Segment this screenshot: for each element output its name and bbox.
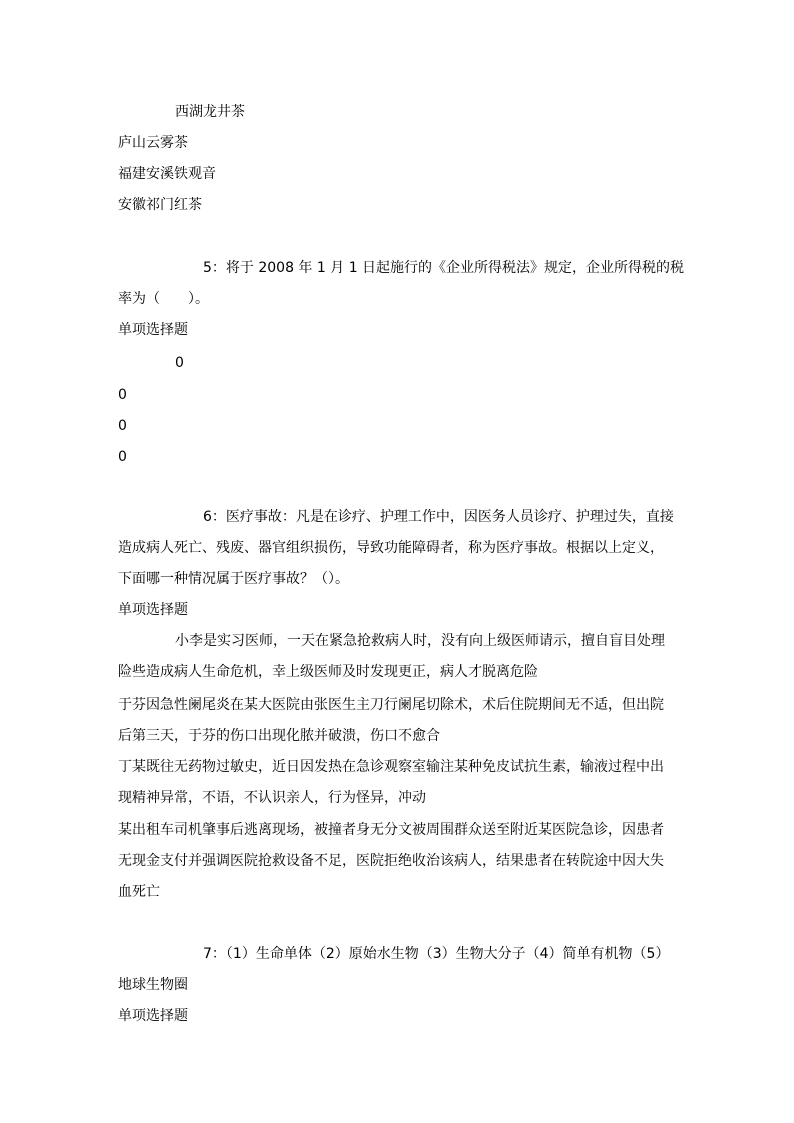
- q6-option-line: 无现金支付并强调医院抢救设备不足，医院拒绝收治该病人，结果患者在转院途中因大失: [118, 853, 664, 869]
- q5-option: 0: [175, 355, 184, 371]
- q4-option-2: 庐山云雾茶: [118, 135, 188, 151]
- q6-question-line: 造成病人死亡、残废、器官组织损伤，导致功能障碍者，称为医疗事故。根据以上定义，: [118, 540, 664, 556]
- q4-option-4: 安徽祁门红茶: [118, 197, 202, 213]
- q7-question-line: 7：（1）生命单体（2）原始水生物（3）生物大分子（4）简单有机物（5）: [203, 946, 670, 962]
- q6-question-line: 下面哪一种情况属于医疗事故？（）。: [118, 571, 349, 587]
- q6-option-line: 某出租车司机肇事后逃离现场，被撞者身无分文被周围群众送至附近某医院急诊，因患者: [118, 822, 664, 838]
- q6-question-line: 6：医疗事故：凡是在诊疗、护理工作中，因医务人员诊疗、护理过失，直接: [203, 509, 674, 525]
- q5-type: 单项选择题: [118, 322, 188, 338]
- q6-type: 单项选择题: [118, 602, 188, 618]
- q6-option-line: 险些造成病人生命危机，幸上级医师及时发现更正，病人才脱离危险: [118, 664, 538, 680]
- q6-option-line: 于芬因急性阑尾炎在某大医院由张医生主刀行阑尾切除术，术后住院期间无不适，但出院: [118, 697, 664, 713]
- q4-option-3: 福建安溪铁观音: [118, 166, 216, 182]
- q5-option: 0: [118, 387, 127, 403]
- q5-option: 0: [118, 418, 127, 434]
- q6-option-line: 丁某既往无药物过敏史，近日因发热在急诊观察室输注某种免皮试抗生素，输液过程中出: [118, 759, 664, 775]
- q6-option-line: 小李是实习医师，一天在紧急抢救病人时，没有向上级医师请示，擅自盲目处理: [175, 633, 665, 649]
- q7-question-line: 地球生物圈: [118, 977, 188, 993]
- q5-option: 0: [118, 449, 127, 465]
- q7-type: 单项选择题: [118, 1008, 188, 1024]
- q6-option-line: 后第三天，于芬的伤口出现化脓并破溃，伤口不愈合: [118, 728, 440, 744]
- q5-question-line: 5：将于 2008 年 1 月 1 日起施行的《企业所得税法》规定，企业所得税的税: [203, 260, 685, 276]
- q6-option-line: 血死亡: [118, 884, 160, 900]
- q6-option-line: 现精神异常，不语，不认识亲人，行为怪异，冲动: [118, 790, 426, 806]
- q5-question-line: 率为（ ）。: [118, 291, 209, 307]
- q4-option-1: 西湖龙井茶: [175, 104, 245, 120]
